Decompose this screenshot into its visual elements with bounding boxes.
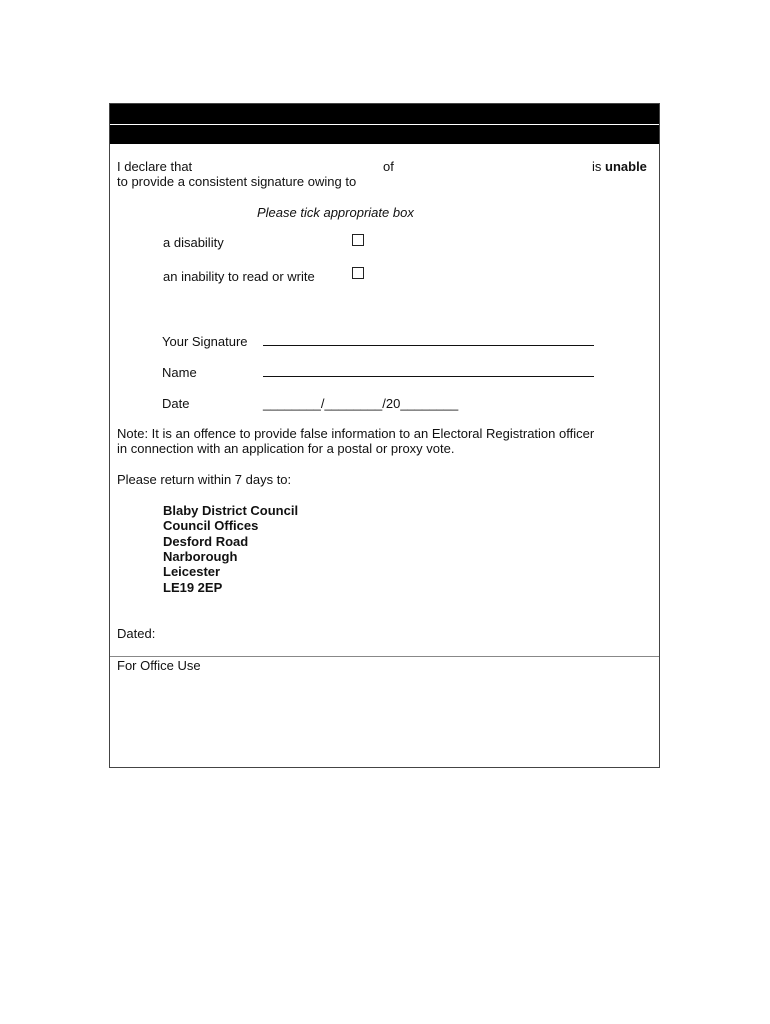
note-line1: Note: It is an offence to provide false information to an Electoral Registration officer <box>117 426 595 441</box>
address-line: Council Offices <box>163 518 259 533</box>
option-label-inability: an inability to read or write <box>163 269 315 284</box>
address-line: Leicester <box>163 564 221 579</box>
signature-label: Your Signature <box>162 334 248 349</box>
name-label: Name <box>162 365 197 380</box>
declaration-unable-text <box>592 159 647 174</box>
name-field[interactable] <box>263 376 594 377</box>
header-bar <box>110 104 659 124</box>
office-use-label: For Office Use <box>117 658 201 673</box>
declaration-form <box>109 103 660 768</box>
address-line: LE19 2EP <box>163 580 223 595</box>
declaration-of: of <box>383 159 394 174</box>
header-bar-secondary <box>110 125 659 144</box>
address-line: Narborough <box>163 549 238 564</box>
note-line2: in connection with an application for a postal or proxy vote. <box>117 441 455 456</box>
dated-label: Dated: <box>117 626 156 641</box>
date-label: Date <box>162 396 190 411</box>
office-use-divider <box>110 656 659 657</box>
declaration-unable: unable <box>605 159 647 174</box>
option-label-disability: a disability <box>163 235 224 250</box>
tick-instruction: Please tick appropriate box <box>257 205 414 220</box>
inability-checkbox[interactable] <box>352 267 364 279</box>
return-instruction: Please return within 7 days to: <box>117 472 292 487</box>
address-line: Desford Road <box>163 534 249 549</box>
address-line: Blaby District Council <box>163 503 299 518</box>
disability-checkbox[interactable] <box>352 234 364 246</box>
declaration-prefix: I declare that <box>117 159 193 174</box>
declaration-line2: to provide a consistent signature owing to <box>117 174 357 189</box>
declaration-is: is <box>592 159 602 174</box>
signature-field[interactable] <box>263 345 594 346</box>
date-field[interactable]: ________/________/20________ <box>263 396 459 411</box>
